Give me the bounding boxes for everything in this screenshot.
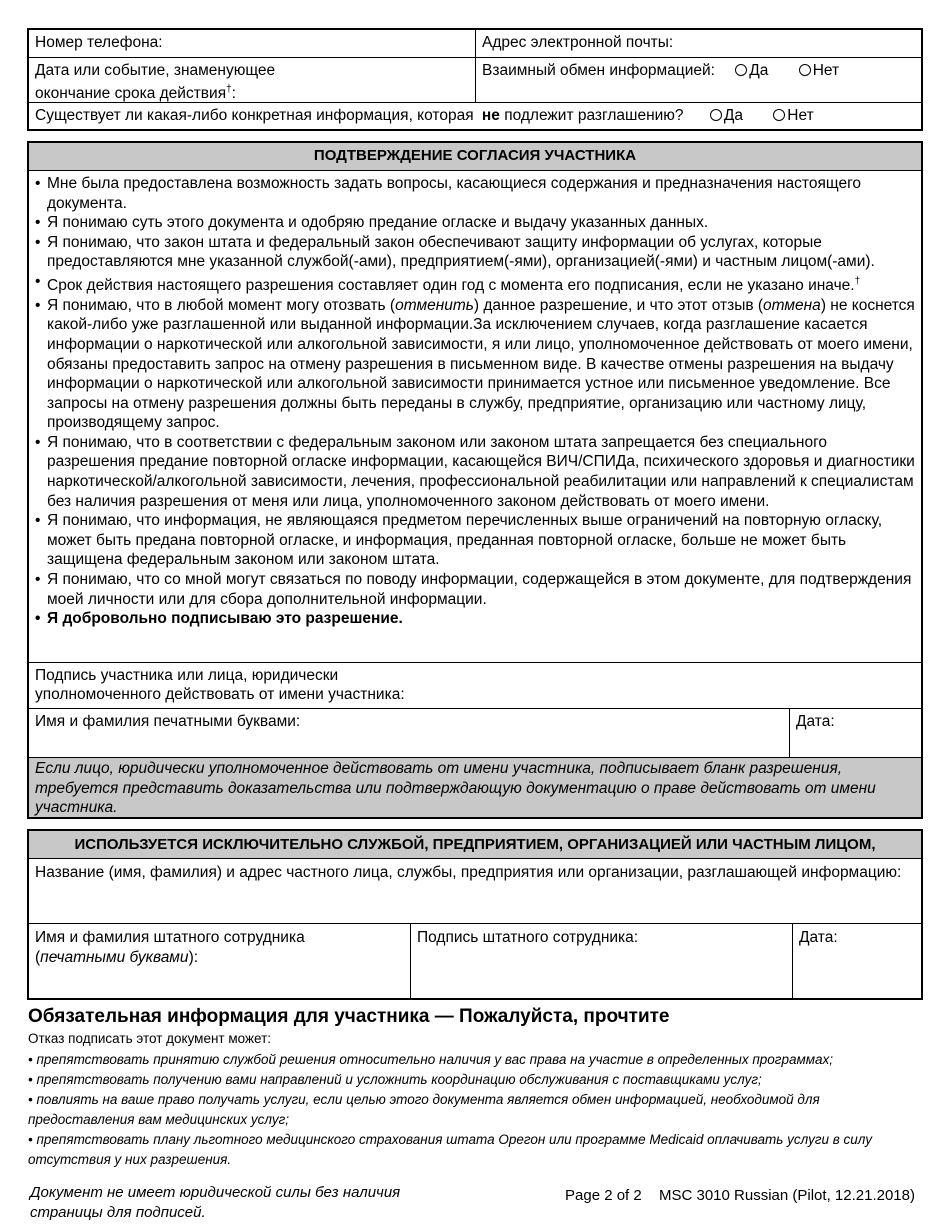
consent-item: • Я понимаю суть этого документа и одобряю предание огласке и выдачу указанных данных. bbox=[35, 214, 709, 232]
consent-item: • Я понимаю, что в любой момент могу отозвать (отменить) данное разрешение, и что этот отзыв (отмена) не коснется какой-либо уже разглашенной или выданной информации.За исключением случаев, когда разглашение касается информации о наркотической или алкогольной зависимости, я или лицо, уполномоченное действовать от моего имени, обязаны предоставить запрос на отмену разрешения в письменном виде. В качестве отмены разрешения на выдачу информации о наркотической или алкогольной зависимости принимается устное или письменное уведомление. Все запросы на отмену разрешения должны быть переданы в службу, предприятие, организацию или частному лицу, производящему запрос. bbox=[35, 296, 915, 432]
expiry-label-line1: Дата или событие, знаменующее bbox=[35, 62, 276, 79]
restricted-yes-option[interactable] bbox=[710, 106, 743, 126]
staff-signature-label: Подпись штатного сотрудника: bbox=[417, 929, 639, 946]
discloser-label: Название (имя, фамилия) и адрес частного лица, службы, предприятия или организации, разглашающей информацию: bbox=[35, 864, 902, 881]
restricted-info-field bbox=[29, 103, 921, 129]
consent-item: • Я понимаю, что в соответствии с федеральным законом или законом штата запрещается без специального разрешения предание повторной огласке информации, касающейся ВИЧ/СПИДа, психического здоровья и диагностики наркотической/алкогольной зависимости, лечения, профессиональной реабилитации или направлений к специалистам без наличия разрешения от меня или лица, уполномоченного законом действовать от моего имени. bbox=[35, 433, 915, 510]
office-use-header: ИСПОЛЬЗУЕТСЯ ИСКЛЮЧИТЕЛЬНО СЛУЖБОЙ, ПРЕДПРИЯТИЕМ, ОРГАНИЗАЦИЕЙ ИЛИ ЧАСТНЫМ ЛИЦОМ, bbox=[29, 831, 921, 859]
required-info-list bbox=[28, 1050, 908, 1170]
office-use-section bbox=[27, 829, 923, 1000]
dagger-mark: † bbox=[226, 84, 232, 95]
consent-header: ПОДТВЕРЖДЕНИЕ СОГЛАСИЯ УЧАСТНИКА bbox=[29, 143, 921, 171]
consent-item: • Я понимаю, что со мной могут связаться по поводу информации, содержащейся в этом документе, для подтверждения моей личности или для сбора дополнительной информации. bbox=[35, 571, 912, 608]
consent-item: • Я понимаю, что закон штата и федеральный закон обеспечивают защиту информации об услугах, которые предоставляются мне указанной службой(-ами), предприятием(-ями), организацией(-ями) и частным лицом(-ами). bbox=[35, 233, 875, 271]
consent-item: • Я понимаю, что информация, не являющаяся предметом перечисленных выше ограничений на повторную огласку, может быть предана повторной огласке, и информация, преданная повторной огласке, больше не может быть защищена федеральным законом или законом штата. bbox=[35, 512, 883, 569]
required-info-title: Обязательная информация для участника — Пожалуйста, прочтите bbox=[28, 1006, 670, 1027]
expiry-field[interactable] bbox=[29, 58, 475, 102]
footer-note: Документ не имеет юридической силы без наличия страницы для подписей. bbox=[30, 1184, 401, 1221]
no-label: Нет bbox=[787, 107, 814, 124]
required-info-item: • препятствовать плану льготного медицинского страхования штата Орегон или программе Medicaid оплачивать услуги в силу отсутствия у них разрешения. bbox=[28, 1132, 873, 1167]
mutual-exchange-field bbox=[476, 58, 921, 102]
mutual-exchange-label: Взаимный обмен информацией: bbox=[482, 62, 715, 79]
consent-section bbox=[27, 141, 923, 793]
required-info-intro: Отказ подписать этот документ может: bbox=[28, 1031, 272, 1046]
staff-date-field[interactable] bbox=[793, 925, 921, 998]
restricted-no-option[interactable] bbox=[773, 106, 813, 126]
staff-date-label: Дата: bbox=[799, 929, 838, 946]
mutual-exchange-yes-option[interactable] bbox=[735, 61, 768, 81]
contact-table bbox=[27, 28, 923, 131]
expiry-colon: : bbox=[231, 85, 236, 103]
restricted-question-part2: подлежит разглашению? bbox=[504, 107, 684, 124]
yes-label: Да bbox=[749, 62, 769, 79]
expiry-label-line2: окончание срока действия bbox=[35, 85, 227, 103]
printed-name-label: Имя и фамилия печатными буквами: bbox=[35, 713, 301, 730]
consent-list bbox=[31, 174, 917, 629]
radio-icon[interactable] bbox=[799, 64, 811, 76]
consent-item: • Мне была предоставлена возможность задать вопросы, касающиеся содержания и предназначения настоящего документа. bbox=[35, 175, 861, 212]
radio-icon[interactable] bbox=[735, 64, 747, 76]
yes-label: Да bbox=[723, 107, 743, 124]
legal-rep-note: Если лицо, юридически уполномоченное действовать от имени участника, подписывает бланк разрешения, требуется представить доказательства или подтверждающую документацию о праве действовать от имени участника. bbox=[27, 757, 923, 819]
footer-form-id: MSC 3010 Russian (Pilot, 12.21.2018) bbox=[659, 1187, 915, 1204]
required-info-item: • препятствовать принятию службой решения относительно наличия у вас права на участие в определенных программах; bbox=[28, 1052, 834, 1067]
no-label: Нет bbox=[812, 62, 840, 79]
required-info-item: • повлиять на ваше право получать услуги, если целью этого документа является обмен информацией, необходимой для предоставления вам медицинских услуг; bbox=[28, 1092, 820, 1127]
signature-label-line2: уполномоченного действовать от имени участника: bbox=[35, 686, 405, 703]
date-label: Дата: bbox=[796, 713, 835, 730]
dagger-mark: † bbox=[854, 275, 861, 287]
printed-name-field[interactable] bbox=[29, 709, 789, 758]
participant-signature-field[interactable] bbox=[29, 663, 921, 709]
radio-icon[interactable] bbox=[773, 109, 785, 121]
office-divider bbox=[29, 923, 921, 924]
email-field[interactable] bbox=[476, 30, 921, 57]
staff-name-field[interactable] bbox=[29, 925, 410, 998]
restricted-question-bold: не bbox=[481, 107, 500, 124]
radio-icon[interactable] bbox=[710, 109, 722, 121]
discloser-name-address-field[interactable] bbox=[29, 860, 921, 923]
consent-item: • Я добровольно подписываю это разрешение. bbox=[35, 610, 403, 628]
consent-item: • Срок действия настоящего разрешения составляет один год с момента его подписания, если не указано иначе.† bbox=[35, 272, 861, 295]
email-label: Адрес электронной почты: bbox=[482, 34, 674, 51]
staff-signature-field[interactable] bbox=[411, 925, 792, 998]
required-info-item: • препятствовать получению вами направлений и усложнить координацию обслуживания с поставщиками услуг; bbox=[28, 1072, 762, 1087]
staff-name-label-line2: (печатными буквами): bbox=[35, 949, 199, 966]
footer-page-number: Page 2 of 2 bbox=[565, 1187, 642, 1204]
phone-label: Номер телефона: bbox=[35, 34, 163, 51]
phone-field[interactable] bbox=[29, 30, 475, 57]
staff-name-label-line1: Имя и фамилия штатного сотрудника bbox=[35, 929, 305, 946]
signature-label-line1: Подпись участника или лица, юридически bbox=[35, 667, 339, 684]
mutual-exchange-no-option[interactable] bbox=[799, 61, 839, 81]
participant-date-field[interactable] bbox=[790, 709, 921, 758]
restricted-question-part1: Существует ли какая-либо конкретная информация, которая bbox=[35, 107, 474, 124]
